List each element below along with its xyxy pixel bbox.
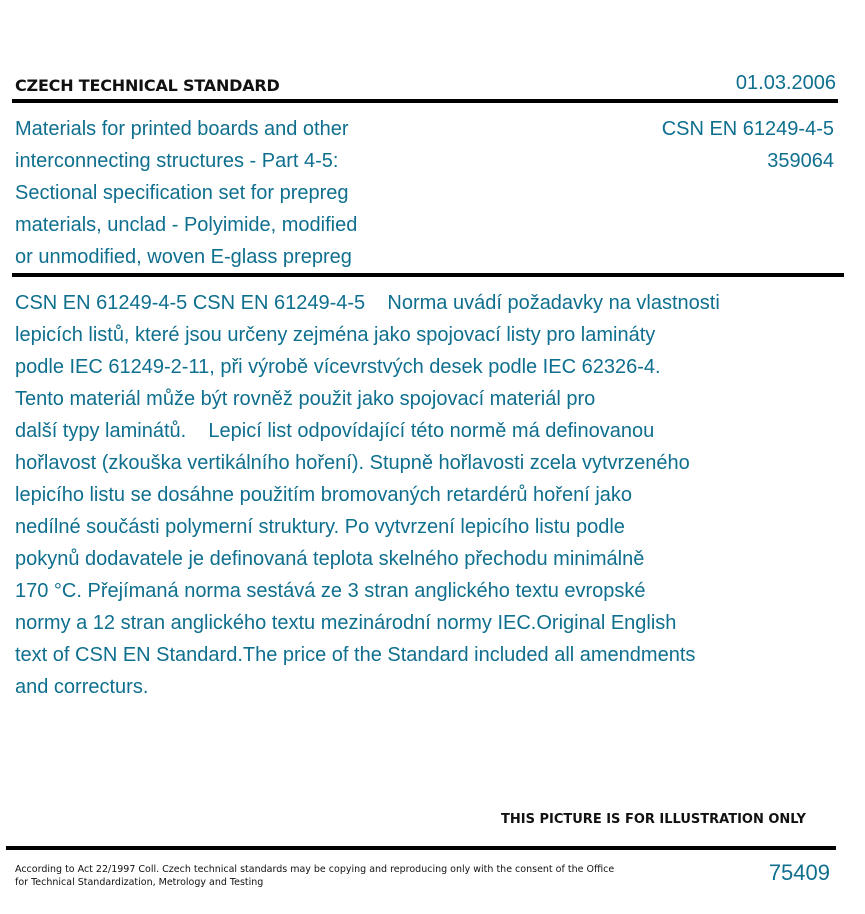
title-line: Materials for printed boards and other (15, 118, 349, 140)
legal-notice (15, 863, 615, 889)
document-type-label: CZECH TECHNICAL STANDARD (15, 76, 280, 95)
body-line: lepicích listů, které jsou určeny zejména jako spojovací listy pro lamináty (15, 324, 656, 346)
illustration-note: THIS PICTURE IS FOR ILLUSTRATION ONLY (501, 812, 806, 827)
body-line: text of CSN EN Standard.The price of the Standard included all amendments (15, 644, 696, 666)
body-line: další typy laminátů. Lepicí list odpovídající této normě má definovanou (15, 420, 655, 442)
legal-line: According to Act 22/1997 Coll. Czech technical standards may be copying and reproducing only with the consent of the Office (15, 864, 615, 875)
header-divider (12, 99, 838, 103)
body-line: lepicího listu se dosáhne použitím bromovaných retardérů hoření jako (15, 484, 633, 506)
body-line: normy a 12 stran anglického textu mezinárodní normy IEC.Original English (15, 612, 677, 634)
body-line: podle IEC 61249-2-11, při výrobě vícevrstvých desek podle IEC 62326-4. (15, 356, 661, 378)
title-line: Sectional specification set for prepreg (15, 182, 349, 204)
body-line: Tento materiál může být rovněž použit jako spojovací materiál pro (15, 388, 596, 410)
standard-codes (662, 113, 834, 177)
standard-title (15, 113, 415, 273)
classification-number: 359064 (767, 150, 834, 172)
title-line: interconnecting structures - Part 4-5: (15, 150, 339, 172)
body-line: pokynů dodavatele je definovaná teplota skelného přechodu minimálně (15, 548, 645, 570)
footer-divider (6, 846, 836, 850)
legal-line: for Technical Standardization, Metrology and Testing (15, 877, 264, 888)
issue-date: 01.03.2006 (735, 72, 836, 94)
body-line: hořlavost (zkouška vertikálního hoření). Stupně hořlavosti zcela vytvrzeného (15, 452, 690, 474)
body-line: CSN EN 61249-4-5 CSN EN 61249-4-5 Norma uvádí požadavky na vlastnosti (15, 292, 720, 314)
body-line: and correcturs. (15, 676, 149, 698)
title-line: materials, unclad - Polyimide, modified (15, 214, 358, 236)
standard-description (15, 287, 815, 703)
document-number: 75409 (768, 860, 830, 885)
title-divider (12, 273, 844, 277)
body-line: nedílné součásti polymerní struktury. Po vytvrzení lepicího listu podle (15, 516, 625, 538)
body-line: 170 °C. Přejímaná norma sestává ze 3 stran anglického textu evropské (15, 580, 646, 602)
title-line: or unmodified, woven E-glass prepreg (15, 246, 352, 268)
standard-code: CSN EN 61249-4-5 (661, 118, 834, 140)
